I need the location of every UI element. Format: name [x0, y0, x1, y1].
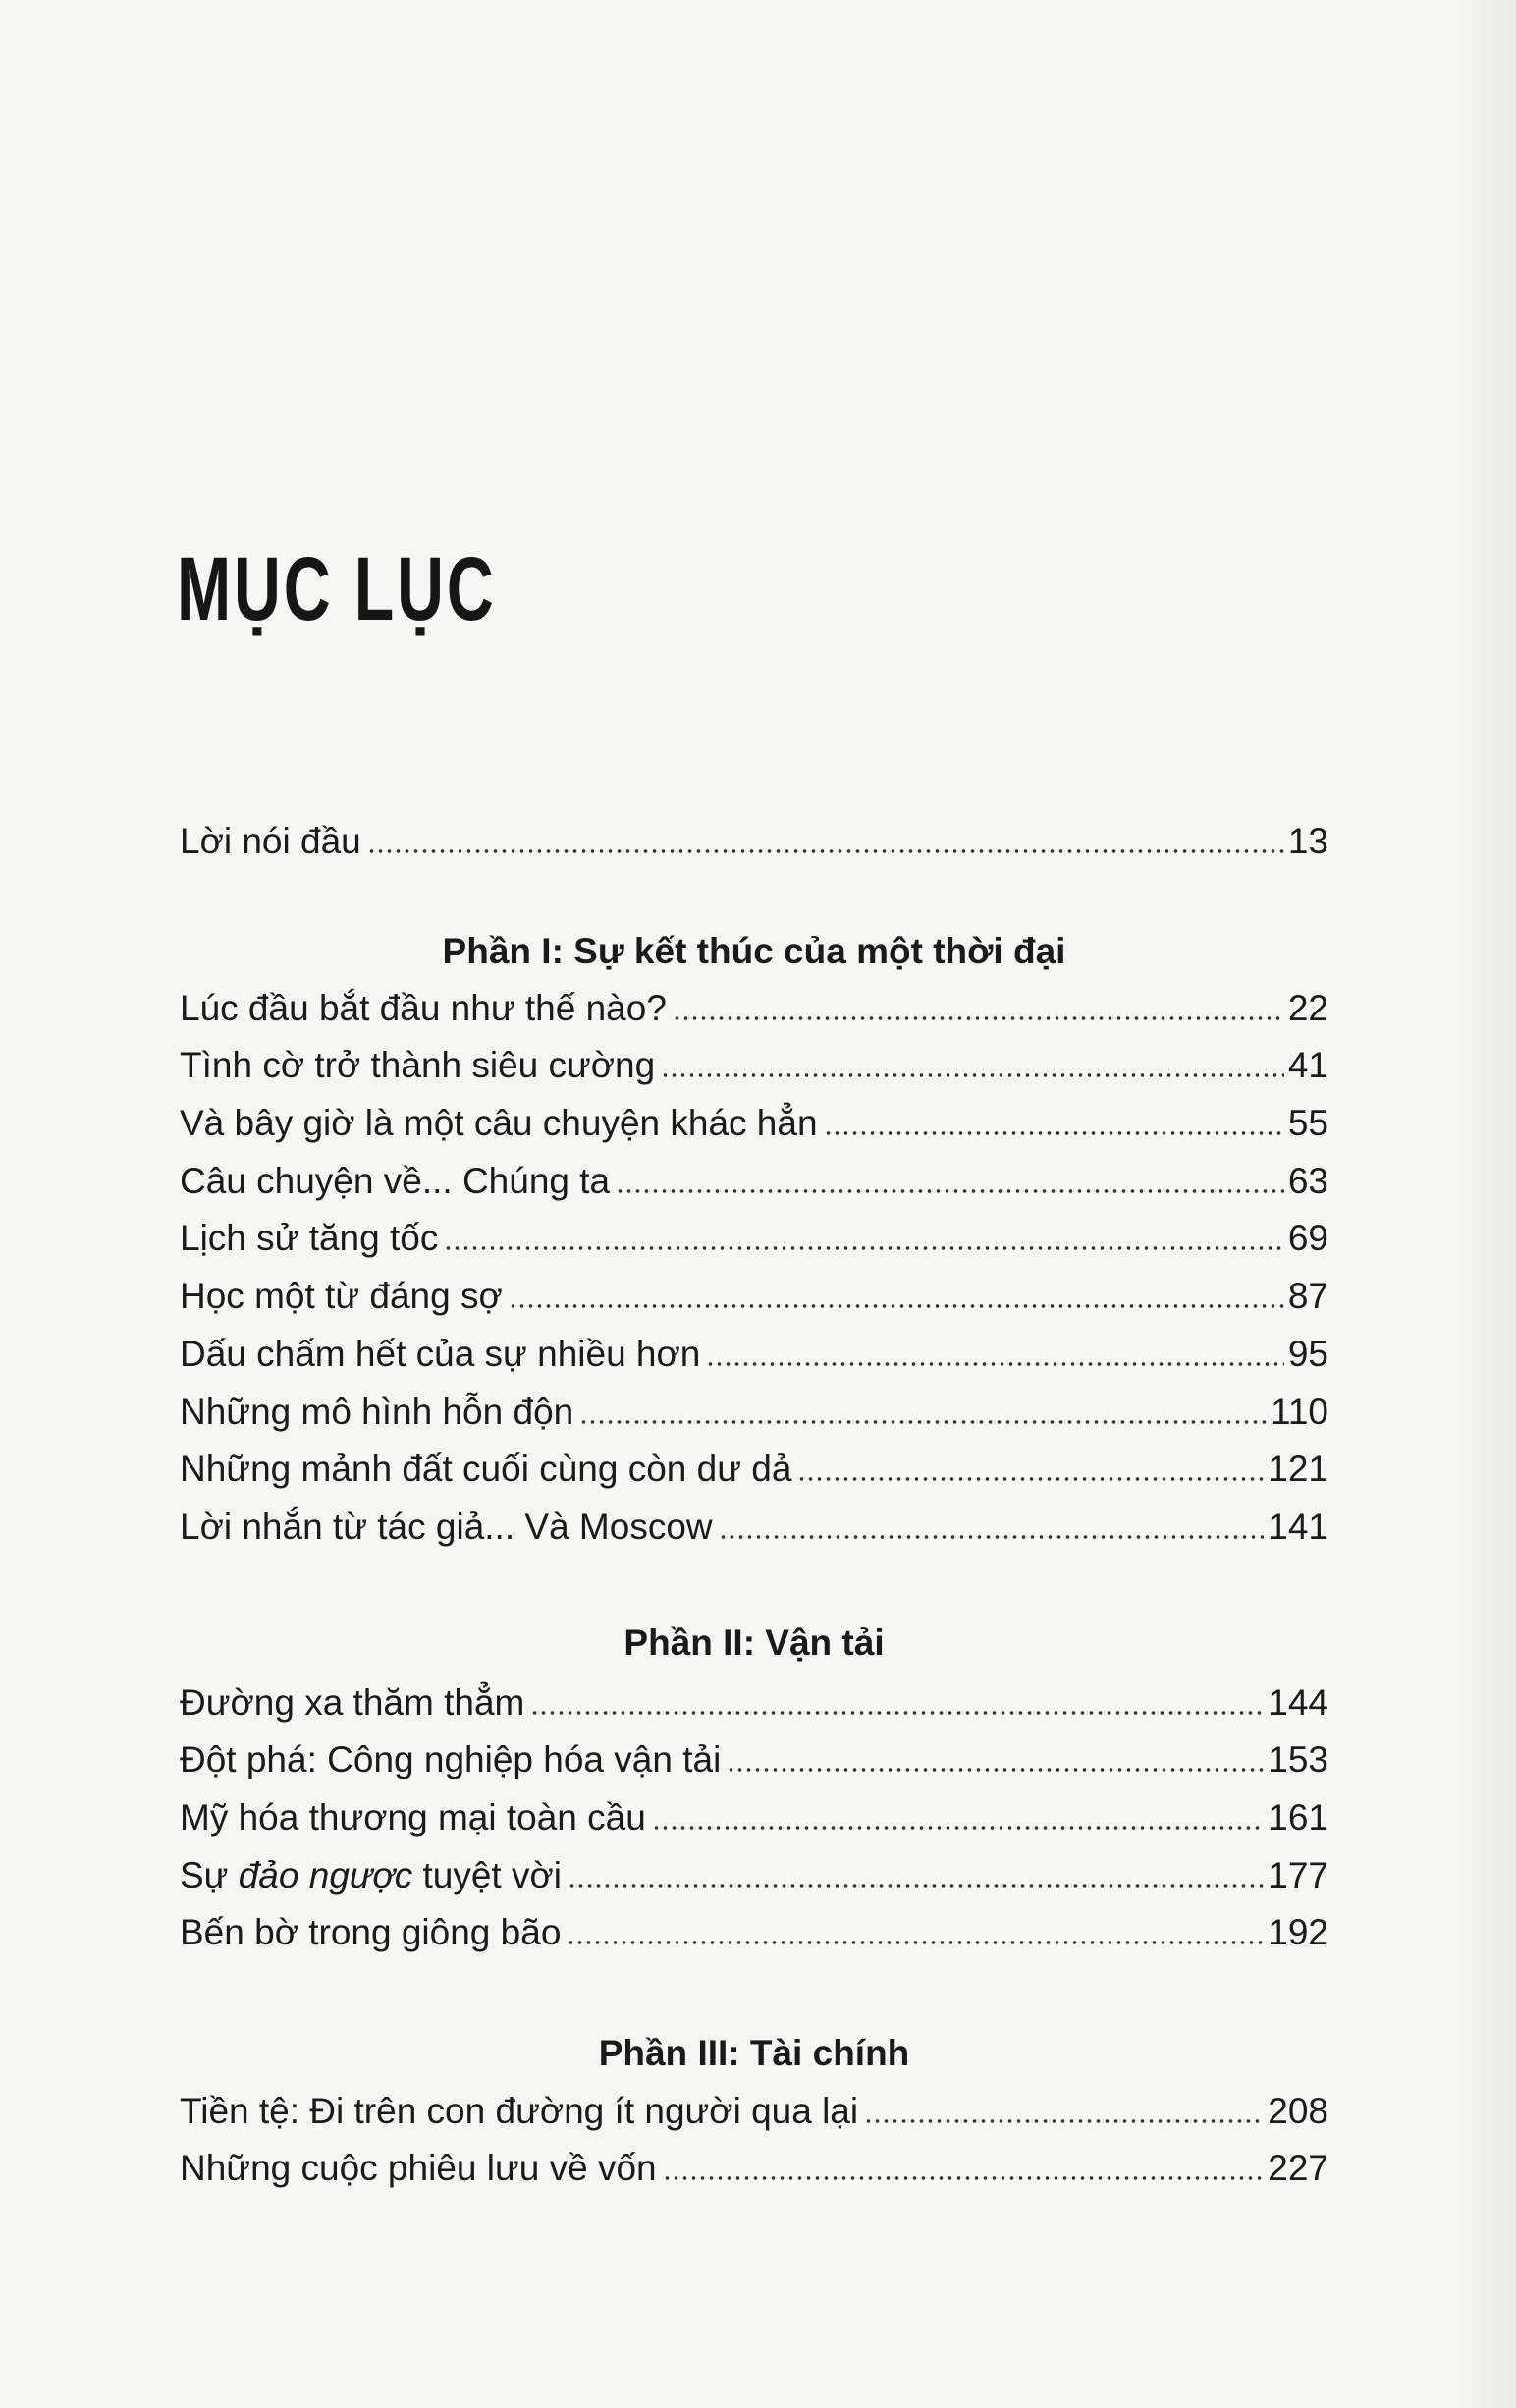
toc-entry [180, 2075, 1328, 2133]
entry-page: 141 [1268, 1505, 1328, 1547]
dot-leader [367, 848, 1284, 854]
entry-page: 63 [1287, 1160, 1328, 1201]
entry-label: Những cuộc phiêu lưu về vốn [180, 2148, 657, 2189]
dot-leader [579, 1419, 1267, 1425]
toc-entry [180, 1260, 1328, 1318]
toc-entry [180, 1897, 1328, 1955]
dot-leader [616, 1188, 1284, 1194]
toc-part-1 [180, 972, 1328, 1549]
entry-page: 192 [1268, 1912, 1328, 1953]
entry-label: Và bây giờ là một câu chuyện khác hẳn [180, 1103, 818, 1144]
dot-leader [673, 1015, 1284, 1021]
dot-leader [567, 1940, 1264, 1945]
dot-leader [444, 1245, 1283, 1251]
entry-label: Lịch sử tăng tốc [180, 1218, 439, 1259]
dot-leader [797, 1476, 1264, 1482]
toc-entry [180, 1839, 1328, 1897]
entry-page: 227 [1268, 2148, 1328, 2189]
entry-page: 95 [1287, 1333, 1328, 1374]
dot-leader [652, 1825, 1264, 1831]
entry-label: Lời nhắn từ tác giả... Và Moscow [180, 1505, 713, 1547]
entry-page: 55 [1287, 1103, 1328, 1144]
entry-page: 22 [1287, 987, 1328, 1028]
toc-entry [180, 805, 1328, 863]
entry-label-post: tuyệt vời [412, 1854, 562, 1895]
entry-page: 41 [1287, 1045, 1328, 1086]
entry-page: 69 [1287, 1218, 1328, 1259]
entry-label [180, 1854, 562, 1897]
dot-leader [864, 2118, 1264, 2124]
entry-label: Học một từ đáng sợ [180, 1276, 503, 1317]
dot-leader [727, 1767, 1264, 1773]
entry-label: Lúc đầu bắt đầu như thế nào? [180, 987, 667, 1028]
entry-page: 153 [1268, 1739, 1328, 1780]
entry-label: Tình cờ trở thành siêu cường [180, 1045, 656, 1086]
page-edge-shadow [1457, 0, 1516, 2408]
entry-label: Lời nói đầu [180, 820, 361, 861]
entry-label: Những mảnh đất cuối cùng còn dư dả [180, 1449, 792, 1490]
toc-entry [180, 1667, 1328, 1724]
toc-entry [180, 1724, 1328, 1782]
dot-leader [663, 2175, 1265, 2181]
toc-entry [180, 1491, 1328, 1549]
part-heading: Phần III: Tài chính [598, 2033, 910, 2073]
dot-leader [509, 1303, 1284, 1309]
toc-entry [180, 1781, 1328, 1839]
entry-page: 13 [1287, 820, 1328, 861]
toc-entry [180, 1376, 1328, 1434]
part-heading: Phần I: Sự kết thúc của một thời đại [442, 931, 1066, 971]
entry-label: Bến bờ trong giông bão [180, 1912, 562, 1953]
entry-label: Mỹ hóa thương mại toàn cầu [180, 1797, 646, 1838]
entry-page: 208 [1268, 2090, 1328, 2131]
entry-page: 161 [1268, 1797, 1328, 1838]
toc-entry [180, 1145, 1328, 1203]
entry-page: 177 [1268, 1854, 1328, 1895]
toc-entry [180, 2133, 1328, 2191]
toc-entry [180, 1030, 1328, 1088]
entry-page: 144 [1268, 1681, 1328, 1723]
toc-entry [180, 1087, 1328, 1145]
toc-part-2 [180, 1667, 1328, 1954]
entry-label: Tiền tệ: Đi trên con đường ít người qua lại [180, 2090, 859, 2131]
entry-label-italic: đảo ngược [238, 1854, 413, 1895]
toc-part-3 [180, 2075, 1328, 2190]
part-heading: Phần II: Vận tải [623, 1622, 885, 1663]
entry-label: Đường xa thăm thẳm [180, 1681, 525, 1723]
entry-label: Dấu chấm hết của sự nhiều hơn [180, 1333, 701, 1374]
entry-page: 110 [1271, 1391, 1328, 1432]
toc-entry [180, 972, 1328, 1030]
dot-leader [719, 1534, 1265, 1540]
dot-leader [824, 1130, 1284, 1136]
entry-label-pre: Sự [180, 1854, 239, 1895]
page-title: MỤC LỤC [177, 539, 497, 639]
dot-leader [706, 1361, 1284, 1367]
entry-label: Câu chuyện về... Chúng ta [180, 1160, 611, 1201]
entry-label: Đột phá: Công nghiệp hóa vận tải [180, 1739, 722, 1780]
dot-leader [661, 1072, 1284, 1078]
entry-label: Những mô hình hỗn độn [180, 1391, 574, 1432]
dot-leader [530, 1710, 1264, 1716]
entry-page: 121 [1268, 1449, 1328, 1490]
toc-preface [180, 805, 1328, 863]
toc-entry [180, 1434, 1328, 1492]
toc-entry [180, 1203, 1328, 1261]
dot-leader [568, 1883, 1264, 1888]
toc-entry [180, 1318, 1328, 1376]
entry-page: 87 [1287, 1276, 1328, 1317]
